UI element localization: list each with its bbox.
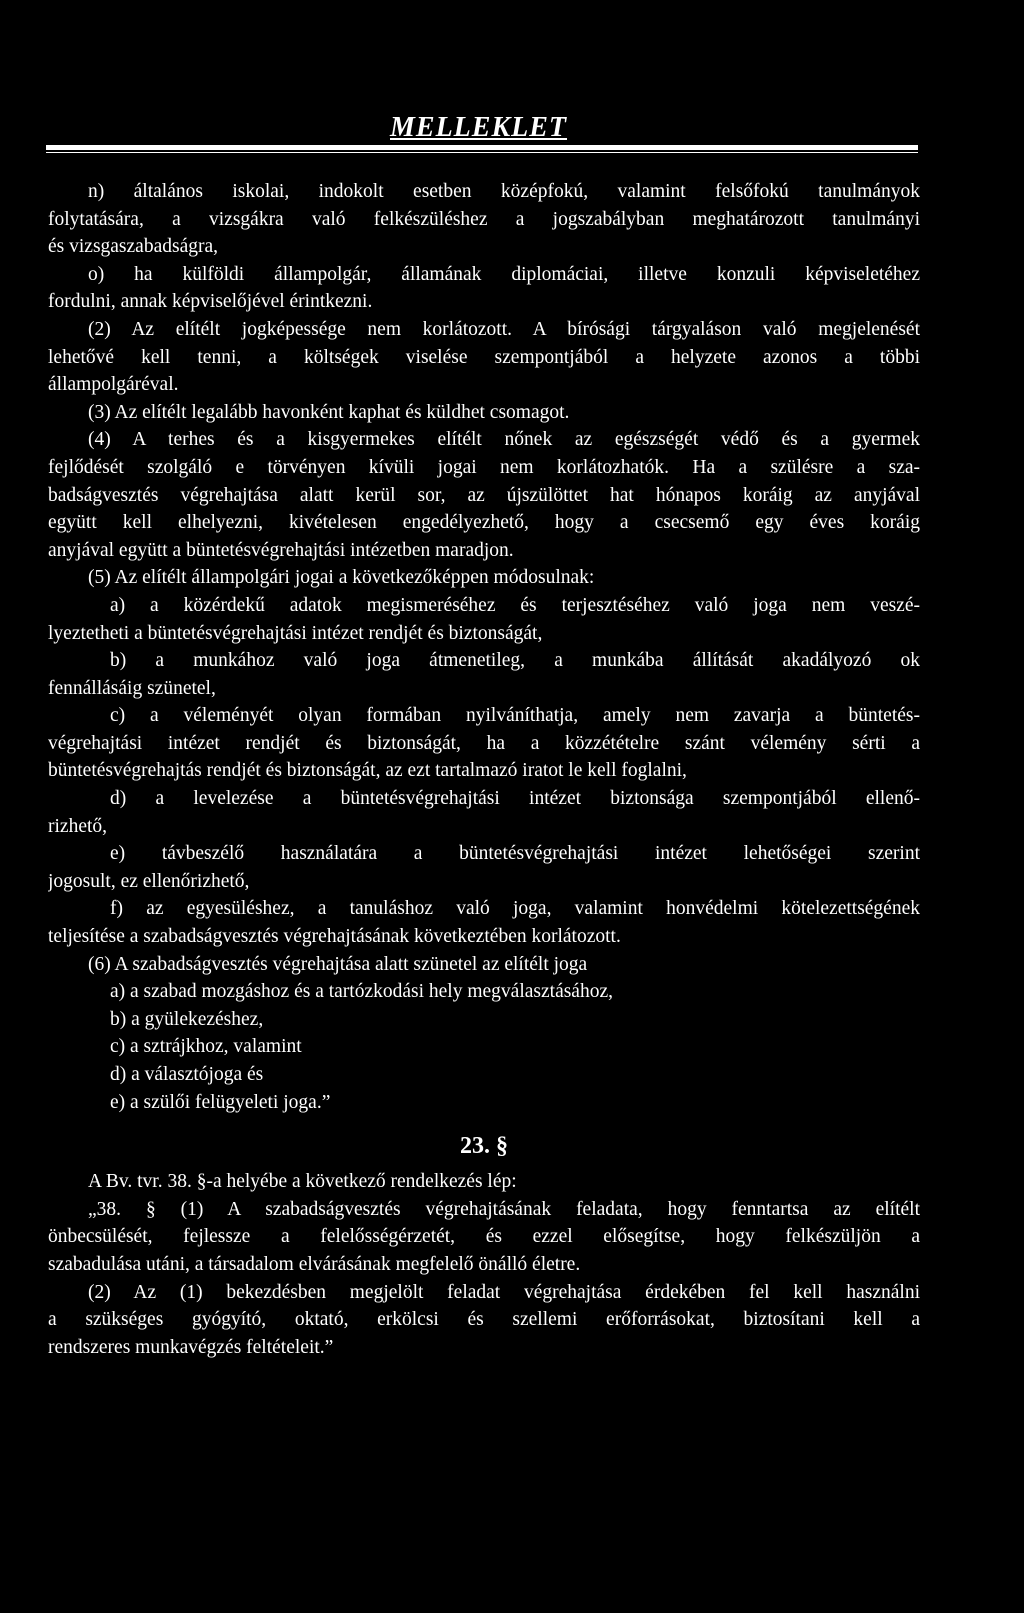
text-line: A Bv. tvr. 38. §-a helyébe a következő rendelkezés lép: [88,1171,517,1193]
text-line: n) általános iskolai, indokolt esetben középfokú, valamint felsőfokú tanulmányok [88,181,920,202]
text-line: (6) A szabadságvesztés végrehajtása alatt szünetel az elítélt joga [88,953,588,975]
text-line: e) a szülői felügyeleti joga.” [110,1091,331,1113]
text-line: badságvesztés végrehajtása alatt kerül sor, az újszülöttet hat hónapos koráig az anyjával [48,484,920,506]
text-line: „38. § (1) A szabadságvesztés végrehajtásának feladata, hogy fenntartsa az elítélt [88,1198,920,1220]
body-text [48,178,920,1361]
text-line: fejlődését szolgáló e törvényen kívüli jogai nem korlátozhatók. Ha a szülésre a sza- [48,456,920,478]
text-line: (2) Az elítélt jogképessége nem korlátozott. A bírósági tárgyaláson való megjelenését [88,318,920,340]
text-line: (3) Az elítélt legalább havonként kaphat és küldhet csomagot. [88,401,570,423]
text-line: a) a közérdekű adatok megismeréséhez és terjesztéséhez való joga nem veszé- [110,594,920,616]
text-line: (2) Az (1) bekezdésben megjelölt feladat végrehajtása érdekében fel kell használni [88,1281,920,1303]
text-line: c) a sztrájkhoz, valamint [110,1036,302,1058]
text-line: b) a munkához való joga átmenetileg, a munkába állítását akadályozó ok [110,650,920,672]
section-22-text [48,178,920,1116]
text-line: a) a szabad mozgáshoz és a tartózkodási hely megválasztásához, [110,981,613,1003]
text-line: d) a választójoga és [110,1064,264,1085]
text-line: anyjával együtt a büntetésvégrehajtási intézetben maradjon. [48,539,514,561]
text-line: b) a gyülekezéshez, [110,1008,264,1030]
section-23-text [48,1168,920,1361]
text-line: (5) Az elítélt állampolgári jogai a következőképpen módosulnak: [88,567,595,589]
text-line: e) távbeszélő használatára a büntetésvégrehajtási intézet lehetőségei szerint [110,843,920,865]
text-line: folytatására, a vizsgákra való felkészüléshez a jogszabályban meghatározott tanulmányi [48,208,920,230]
text-line: büntetésvégrehajtás rendjét és biztonságát, az ezt tartalmazó iratot le kell foglalni, [48,760,687,782]
header-rule [46,145,918,150]
text-line: d) a levelezése a büntetésvégrehajtási intézet biztonsága szempontjából ellenő- [110,788,920,810]
text-line: (4) A terhes és a kisgyermekes elítélt nőnek az egészségét védő és a gyermek [88,429,920,451]
text-line: rizhető, [48,815,108,837]
text-line: együtt kell elhelyezni, kivételesen engedélyezhető, hogy a csecsemő egy éves koráig [48,512,920,534]
text-line: fordulni, annak képviselőjével érintkezni. [48,291,373,313]
section-heading: 23. § [460,1133,508,1160]
text-line: állampolgáréval. [48,374,179,396]
text-line: lyeztetheti a büntetésvégrehajtási intézet rendjét és biztonságát, [48,622,543,644]
text-line: lehetővé kell tenni, a költségek viselése szempontjából a helyzete azonos a többi [48,346,920,368]
text-line: f) az egyesüléshez, a tanuláshoz való joga, valamint honvédelmi kötelezettségének [110,898,920,920]
header-rule-thin [46,152,918,153]
text-line: a szükséges gyógyító, oktató, erkölcsi és szellemi erőforrásokat, biztosítani kell a [48,1309,920,1331]
text-line: fennállásáig szünetel, [48,677,216,699]
text-line: önbecsülését, fejlessze a felelősségérzetét, és ezzel elősegítse, hogy felkészüljön a [48,1226,920,1248]
text-line: és vizsgaszabadságra, [48,236,219,258]
text-line: teljesítése a szabadságvesztés végrehajtásának következtében korlátozott. [48,926,621,948]
text-line: jogosult, ez ellenőrizhető, [48,870,250,892]
page-title: MELLEKLET [390,112,568,143]
text-line: rendszeres munkavégzés feltételeit.” [48,1336,334,1358]
text-line: c) a véleményét olyan formában nyilváníthatja, amely nem zavarja a büntetés- [110,705,920,727]
text-line: o) ha külföldi állampolgár, államának diplomáciai, illetve konzuli képviseletéhez [88,263,920,285]
text-line: szabadulása utáni, a társadalom elvárásának megfelelő önálló életre. [48,1253,581,1275]
text-line: végrehajtási intézet rendjét és biztonságát, ha a közzétételre szánt vélemény sérti a [48,732,920,754]
